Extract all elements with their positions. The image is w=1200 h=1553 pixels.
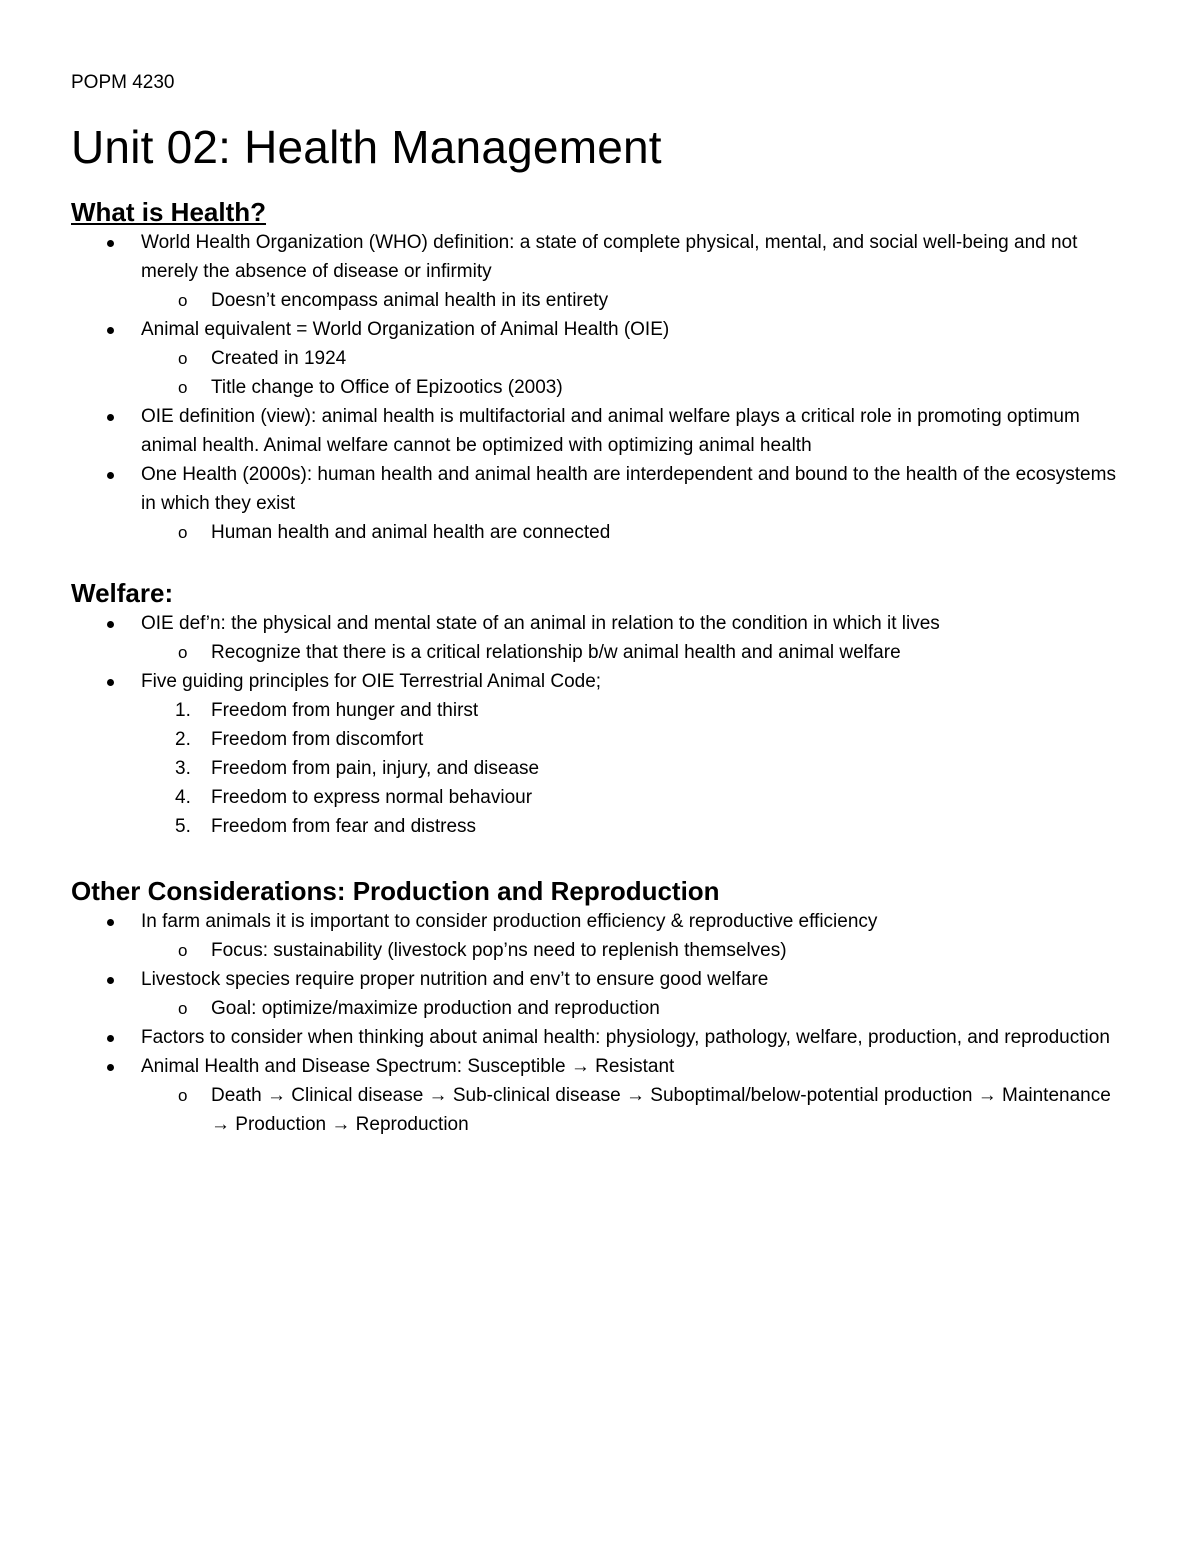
list-item-text: Animal equivalent = World Organization of Animal Health (OIE) xyxy=(141,319,670,340)
numbered-item-text: Freedom from pain, injury, and disease xyxy=(211,758,540,779)
list-item xyxy=(71,667,1121,696)
bullet-icon xyxy=(107,1064,114,1071)
list-item xyxy=(71,609,1121,638)
welfare-list xyxy=(71,609,1141,696)
bullet-icon xyxy=(107,919,114,926)
sub-list-item xyxy=(71,344,1121,373)
sub-list-item xyxy=(71,1081,1121,1139)
list-item-text: Animal Health and Disease Spectrum: Susceptible → Resistant xyxy=(141,1056,675,1077)
numbered-item-text: Freedom from fear and distress xyxy=(211,816,477,837)
sub-list-item-text: Doesn’t encompass animal health in its entirety xyxy=(211,290,609,311)
circle-bullet-icon: o xyxy=(178,1086,188,1105)
health-list xyxy=(71,228,1141,547)
list-item-text: In farm animals it is important to consider production efficiency & reproductive efficiency xyxy=(141,911,878,932)
sub-list-item xyxy=(71,994,1121,1023)
list-item xyxy=(71,1052,1121,1081)
list-item-text: OIE definition (view): animal health is multifactorial and animal welfare plays a critical role in promoting optimum animal health. Animal welfare cannot be optimized with optimizing animal health xyxy=(141,406,1080,456)
circle-bullet-icon: o xyxy=(178,523,188,542)
bullet-icon xyxy=(107,414,114,421)
course-code: POPM 4230 xyxy=(71,72,175,93)
list-item-text: OIE def’n: the physical and mental state of an animal in relation to the condition in which it lives xyxy=(141,613,940,634)
sub-list-item-text: Goal: optimize/maximize production and reproduction xyxy=(211,998,660,1019)
bullet-icon xyxy=(107,621,114,628)
numbered-item-text: Freedom to express normal behaviour xyxy=(211,787,533,808)
bullet-icon xyxy=(107,240,114,247)
list-item-text: World Health Organization (WHO) definition: a state of complete physical, mental, and social well-being and not merely the absence of disease or infirmity xyxy=(141,232,1078,282)
bullet-icon xyxy=(107,977,114,984)
circle-bullet-icon: o xyxy=(178,291,188,310)
list-item-text: Five guiding principles for OIE Terrestrial Animal Code; xyxy=(141,671,602,692)
item-number: 5. xyxy=(175,816,191,837)
bullet-icon xyxy=(107,327,114,334)
list-item xyxy=(71,228,1121,286)
item-number: 1. xyxy=(175,700,191,721)
numbered-item-text: Freedom from discomfort xyxy=(211,729,424,750)
list-item xyxy=(71,402,1121,460)
sub-list-item xyxy=(71,518,1121,547)
list-item xyxy=(71,460,1121,518)
numbered-item xyxy=(71,725,1141,754)
sub-list-item-text: Title change to Office of Epizootics (2003) xyxy=(211,377,563,398)
list-item-text: One Health (2000s): human health and animal health are interdependent and bound to the health of the ecosystems in which they exist xyxy=(141,464,1116,514)
section-heading-welfare: Welfare: xyxy=(71,578,174,608)
freedoms-list xyxy=(71,696,1141,841)
numbered-item xyxy=(71,783,1141,812)
list-item xyxy=(71,965,1121,994)
list-item-text: Livestock species require proper nutrition and env’t to ensure good welfare xyxy=(141,969,769,990)
bullet-icon xyxy=(107,1035,114,1042)
section-heading-health: What is Health? xyxy=(71,197,267,227)
section-heading-other: Other Considerations: Production and Reproduction xyxy=(71,876,720,906)
list-item-text: Factors to consider when thinking about animal health: physiology, pathology, welfare, production, and reproduction xyxy=(141,1027,1110,1048)
circle-bullet-icon: o xyxy=(178,941,188,960)
list-item xyxy=(71,1023,1121,1052)
circle-bullet-icon: o xyxy=(178,378,188,397)
sub-list-item xyxy=(71,936,1121,965)
item-number: 4. xyxy=(175,787,191,808)
bullet-icon xyxy=(107,472,114,479)
sub-list-item xyxy=(71,373,1121,402)
sub-list-item-text: Focus: sustainability (livestock pop’ns need to replenish themselves) xyxy=(211,940,787,961)
sub-list-item-text: Human health and animal health are connected xyxy=(211,522,611,543)
sub-list-item-text: Created in 1924 xyxy=(211,348,347,369)
circle-bullet-icon: o xyxy=(178,999,188,1018)
document-page xyxy=(71,70,1141,1139)
list-item xyxy=(71,907,1121,936)
bullet-icon xyxy=(107,679,114,686)
numbered-item xyxy=(71,754,1141,783)
numbered-item-text: Freedom from hunger and thirst xyxy=(211,700,479,721)
numbered-item xyxy=(71,696,1141,725)
sub-list-item xyxy=(71,638,1121,667)
item-number: 3. xyxy=(175,758,191,779)
sub-list-item-text: Death → Clinical disease → Sub-clinical disease → Suboptimal/below-potential production → Maintenance → Production → Reproduction xyxy=(211,1085,1111,1135)
circle-bullet-icon: o xyxy=(178,349,188,368)
sub-list-item xyxy=(71,286,1121,315)
page-title: Unit 02: Health Management xyxy=(71,121,662,173)
list-item xyxy=(71,315,1121,344)
circle-bullet-icon: o xyxy=(178,643,188,662)
sub-list-item-text: Recognize that there is a critical relationship b/w animal health and animal welfare xyxy=(211,642,901,663)
item-number: 2. xyxy=(175,729,191,750)
numbered-item xyxy=(71,812,1141,841)
other-list xyxy=(71,907,1141,1139)
